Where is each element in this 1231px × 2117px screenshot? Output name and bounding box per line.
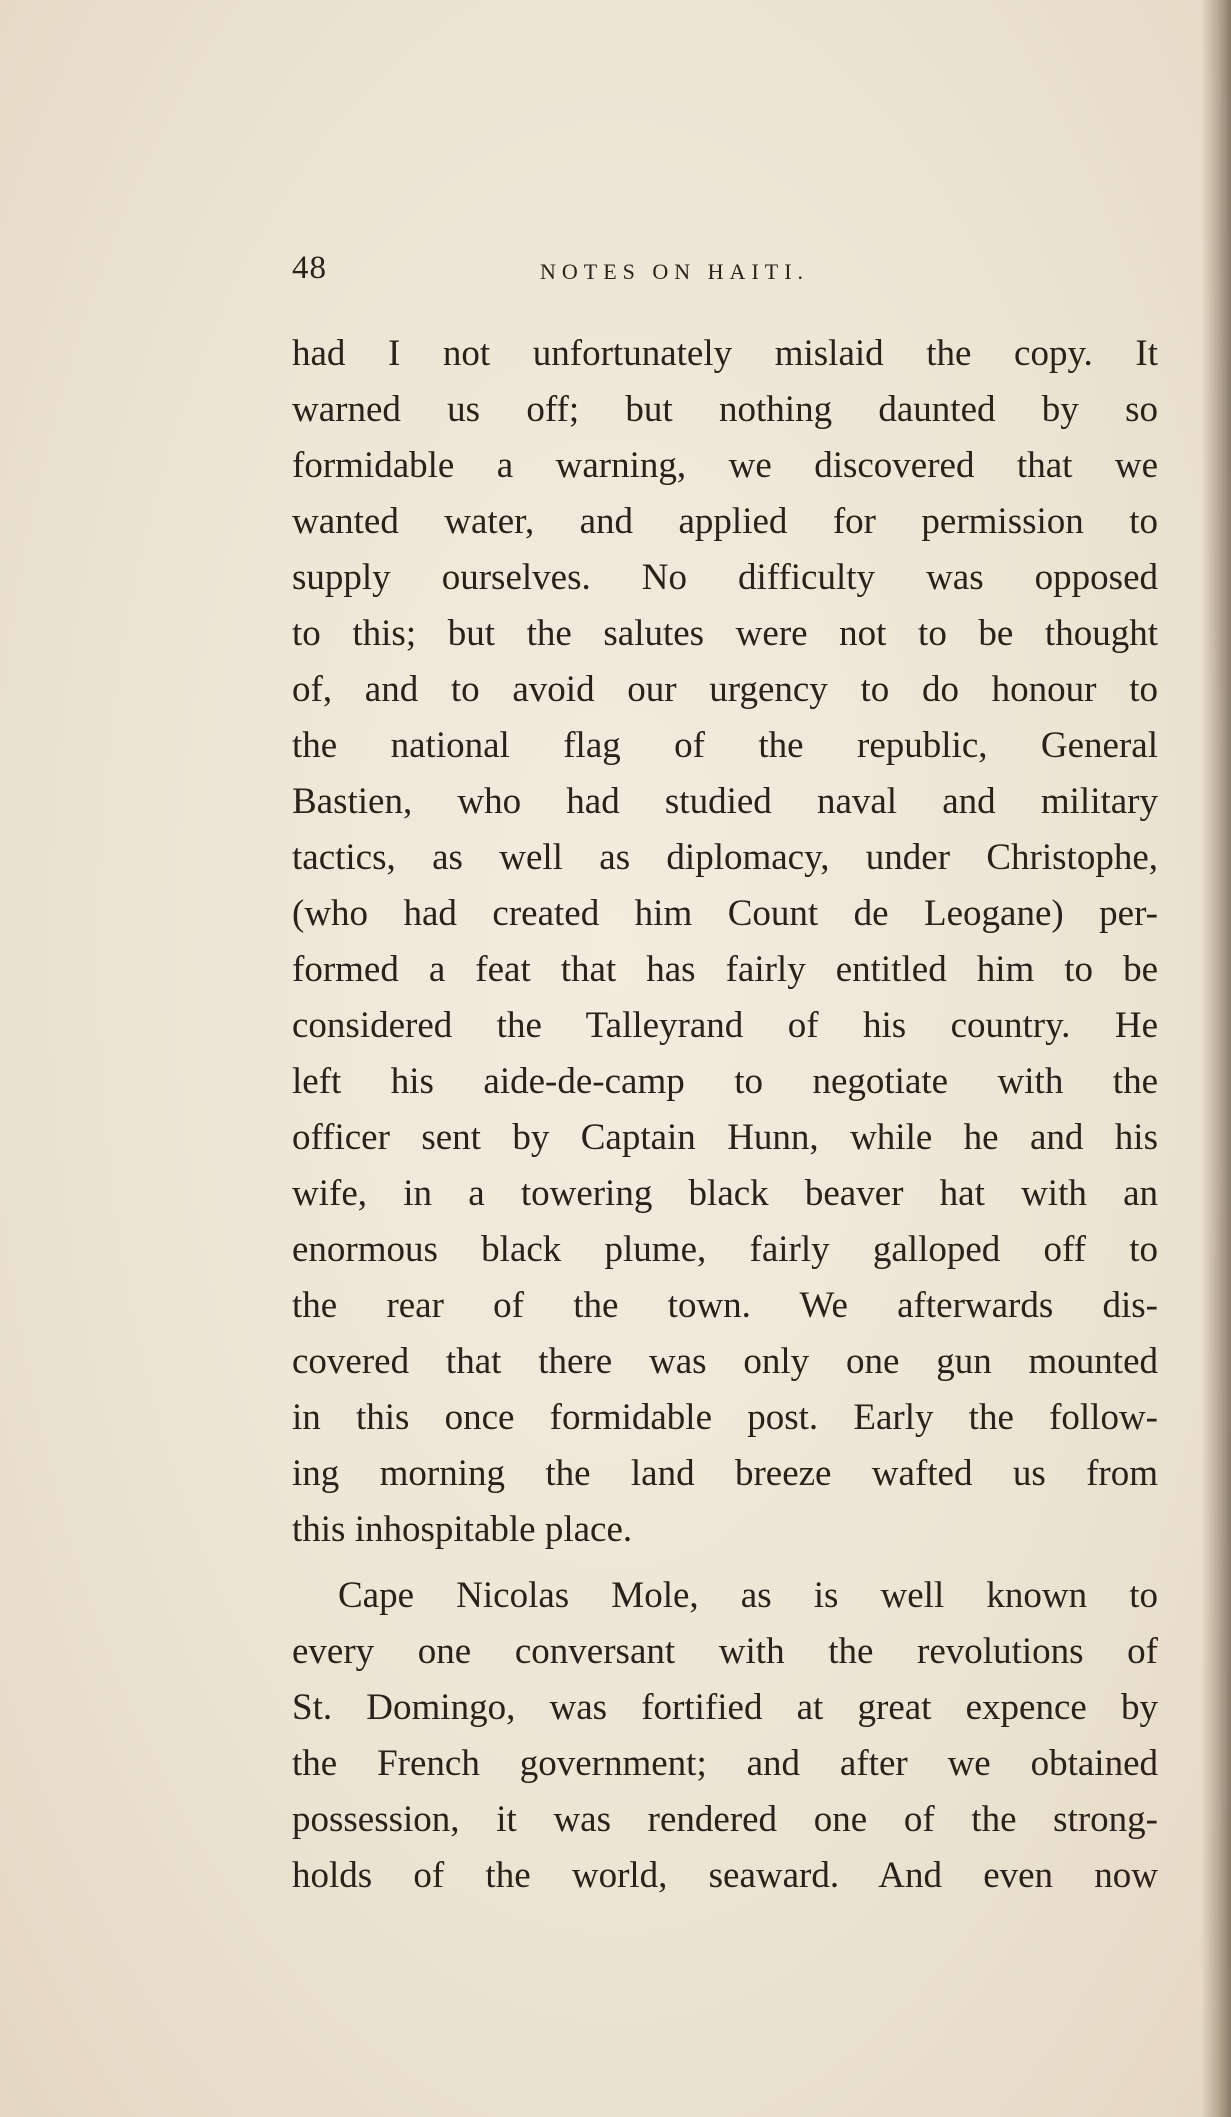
text-line: wife, in a towering black beaver hat with an [292,1173,1158,1214]
text-line: formed a feat that has fairly entitled him to be [292,949,1158,990]
text-line: wanted water, and applied for permission to [292,501,1158,542]
text-line: of, and to avoid our urgency to do honour to [292,669,1158,710]
text-line: left his aide-de-camp to negotiate with the [292,1061,1158,1102]
text-line: considered the Talleyrand of his country. He [292,1005,1158,1046]
text-line: ing morning the land breeze wafted us from [292,1453,1158,1494]
page-number: 48 [292,250,327,286]
text-line: (who had created him Count de Leogane) per- [292,893,1158,934]
text-line: warned us off; but nothing daunted by so [292,389,1158,430]
text-line: enormous black plume, fairly galloped off to [292,1229,1158,1270]
text-line: the French government; and after we obtained [292,1743,1158,1784]
text-line: every one conversant with the revolutions of [292,1631,1158,1672]
text-line: Bastien, who had studied naval and military [292,781,1158,822]
text-line: the national flag of the republic, General [292,725,1158,766]
text-line: the rear of the town. We afterwards dis- [292,1285,1158,1326]
paragraph-break [292,1558,1158,1568]
text-line: holds of the world, seaward. And even now [292,1855,1158,1896]
text-line: covered that there was only one gun mounted [292,1341,1158,1382]
running-head: NOTES ON HAITI. [540,259,810,284]
text-line: in this once formidable post. Early the follow- [292,1397,1158,1438]
text-line: Cape Nicolas Mole, as is well known to [338,1575,1158,1616]
text-line: this inhospitable place. [292,1509,633,1550]
page-header [292,250,1158,300]
text-line: St. Domingo, was fortified at great expence by [292,1687,1158,1728]
text-line: had I not unfortunately mislaid the copy. It [292,333,1158,374]
text-line: to this; but the salutes were not to be thought [292,613,1158,654]
text-line: tactics, as well as diplomacy, under Christophe, [292,837,1158,878]
body-text [292,326,1158,1904]
text-line: possession, it was rendered one of the strong- [292,1799,1158,1840]
text-line: formidable a warning, we discovered that we [292,445,1158,486]
text-line: officer sent by Captain Hunn, while he and his [292,1117,1158,1158]
text-line: supply ourselves. No difficulty was opposed [292,557,1158,598]
page-edge-shadow [1201,0,1231,2117]
